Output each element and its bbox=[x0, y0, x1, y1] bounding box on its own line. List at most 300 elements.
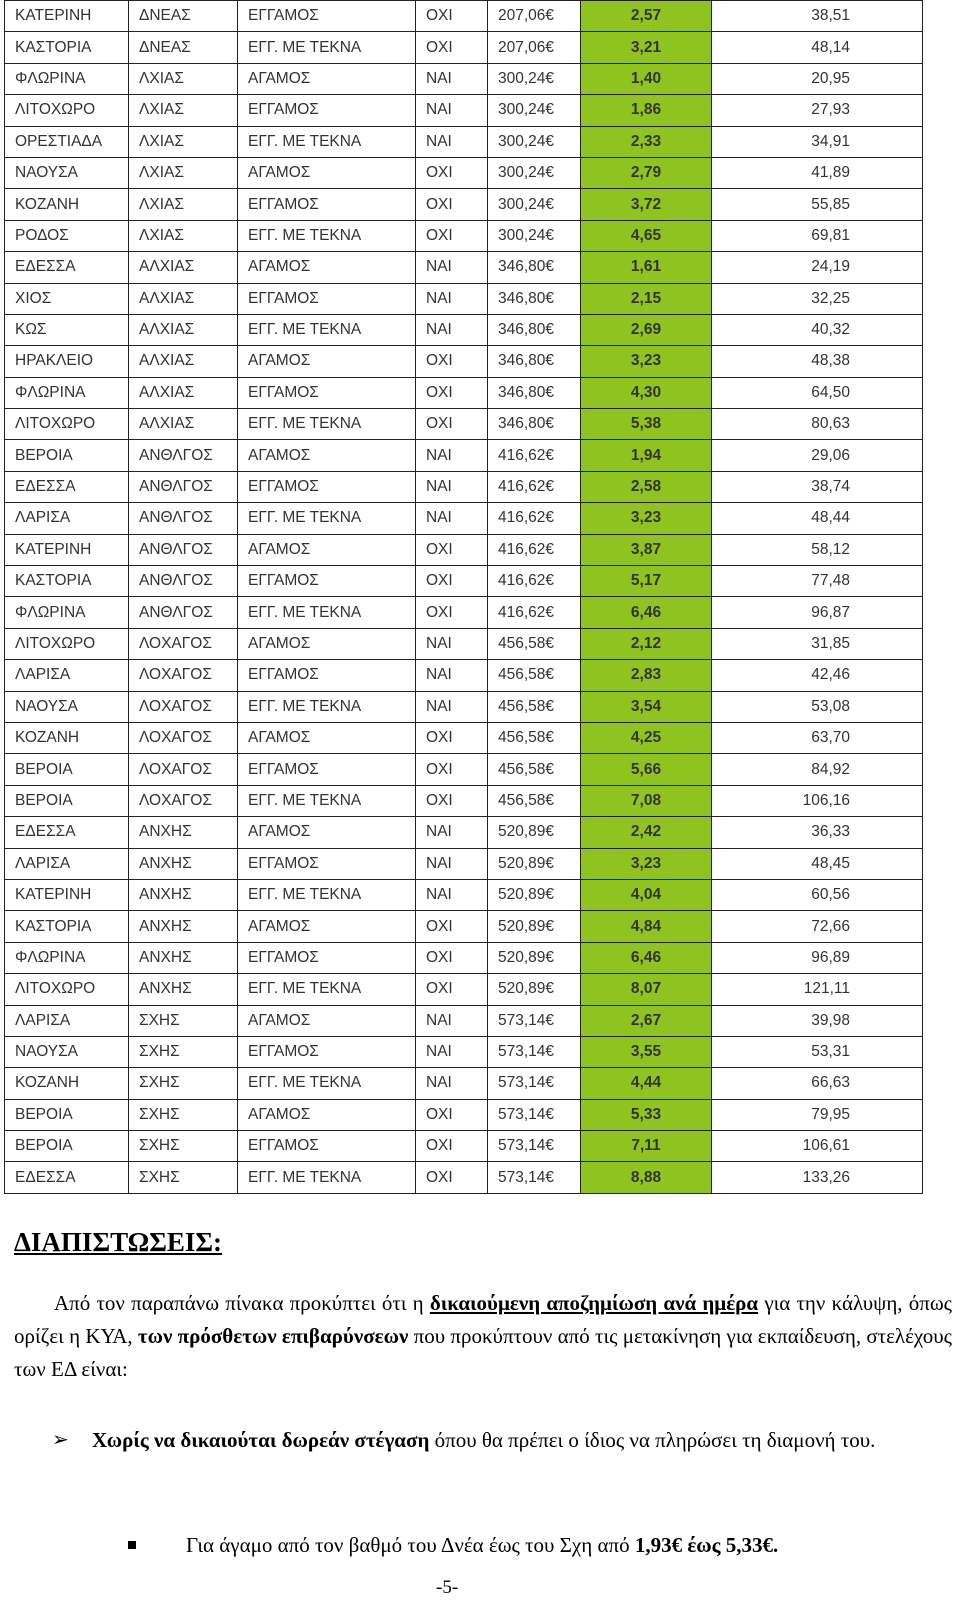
rank-cell: ΛΟΧΑΓΟΣ bbox=[129, 628, 238, 659]
status-cell: ΕΓΓ. ΜΕ ΤΕΚΝΑ bbox=[238, 32, 416, 63]
status-cell: ΑΓΑΜΟΣ bbox=[238, 534, 416, 565]
city-cell: ΚΑΤΕΡΙΝΗ bbox=[5, 1, 129, 32]
rank-cell: ΑΝΘΛΓΟΣ bbox=[129, 566, 238, 597]
salary-cell: 346,80€ bbox=[488, 346, 581, 377]
daily-amount-cell: 7,11 bbox=[581, 1131, 712, 1162]
table-row bbox=[5, 314, 923, 345]
total-cell: 48,45 bbox=[712, 848, 923, 879]
daily-amount-cell: 3,87 bbox=[581, 534, 712, 565]
salary-cell: 520,89€ bbox=[488, 911, 581, 942]
total-cell: 48,38 bbox=[712, 346, 923, 377]
table-row bbox=[5, 471, 923, 502]
city-cell: ΛΙΤΟΧΩΡΟ bbox=[5, 409, 129, 440]
city-cell: ΕΔΕΣΣΑ bbox=[5, 471, 129, 502]
housing-cell: ΝΑΙ bbox=[416, 879, 488, 910]
rank-cell: ΛΧΙΑΣ bbox=[129, 63, 238, 94]
table-row bbox=[5, 691, 923, 722]
table-row bbox=[5, 220, 923, 251]
salary-cell: 416,62€ bbox=[488, 534, 581, 565]
rank-cell: ΛΟΧΑΓΟΣ bbox=[129, 660, 238, 691]
total-cell: 133,26 bbox=[712, 1162, 923, 1193]
table-row bbox=[5, 503, 923, 534]
city-cell: ΝΑΟΥΣΑ bbox=[5, 1036, 129, 1067]
salary-cell: 520,89€ bbox=[488, 942, 581, 973]
rank-cell: ΛΟΧΑΓΟΣ bbox=[129, 722, 238, 753]
status-cell: ΕΓΓ. ΜΕ ΤΕΚΝΑ bbox=[238, 503, 416, 534]
housing-cell: ΟΧΙ bbox=[416, 346, 488, 377]
findings-heading: ΔΙΑΠΙΣΤΩΣΕΙΣ: bbox=[14, 1227, 223, 1257]
daily-amount-cell: 2,12 bbox=[581, 628, 712, 659]
salary-cell: 346,80€ bbox=[488, 283, 581, 314]
total-cell: 27,93 bbox=[712, 95, 923, 126]
daily-amount-cell: 2,58 bbox=[581, 471, 712, 502]
salary-cell: 300,24€ bbox=[488, 157, 581, 188]
bullet-1-rest: όπου θα πρέπει ο ίδιος να πληρώσει τη διαμονή του. bbox=[429, 1428, 876, 1452]
total-cell: 31,85 bbox=[712, 628, 923, 659]
housing-cell: ΟΧΙ bbox=[416, 942, 488, 973]
findings-paragraph bbox=[14, 1287, 952, 1386]
daily-amount-cell: 1,40 bbox=[581, 63, 712, 94]
daily-amount-cell: 3,23 bbox=[581, 848, 712, 879]
status-cell: ΕΓΓΑΜΟΣ bbox=[238, 189, 416, 220]
salary-cell: 416,62€ bbox=[488, 503, 581, 534]
housing-cell: ΝΑΙ bbox=[416, 126, 488, 157]
status-cell: ΕΓΓ. ΜΕ ΤΕΚΝΑ bbox=[238, 879, 416, 910]
total-cell: 29,06 bbox=[712, 440, 923, 471]
daily-amount-cell: 6,46 bbox=[581, 942, 712, 973]
rank-cell: ΛΧΙΑΣ bbox=[129, 126, 238, 157]
total-cell: 60,56 bbox=[712, 879, 923, 910]
bullet-1-bold: Χωρίς να δικαιούται δωρεάν στέγαση bbox=[92, 1428, 430, 1452]
housing-cell: ΟΧΙ bbox=[416, 785, 488, 816]
salary-cell: 573,14€ bbox=[488, 1068, 581, 1099]
status-cell: ΕΓΓΑΜΟΣ bbox=[238, 95, 416, 126]
daily-amount-cell: 4,04 bbox=[581, 879, 712, 910]
table-row bbox=[5, 1005, 923, 1036]
housing-cell: ΟΧΙ bbox=[416, 566, 488, 597]
daily-amount-cell: 5,17 bbox=[581, 566, 712, 597]
table-row bbox=[5, 63, 923, 94]
rank-cell: ΣΧΗΣ bbox=[129, 1162, 238, 1193]
salary-cell: 520,89€ bbox=[488, 879, 581, 910]
total-cell: 58,12 bbox=[712, 534, 923, 565]
housing-cell: ΝΑΙ bbox=[416, 1036, 488, 1067]
total-cell: 20,95 bbox=[712, 63, 923, 94]
table-row bbox=[5, 879, 923, 910]
housing-cell: ΝΑΙ bbox=[416, 660, 488, 691]
city-cell: ΚΩΣ bbox=[5, 314, 129, 345]
status-cell: ΑΓΑΜΟΣ bbox=[238, 817, 416, 848]
table-row bbox=[5, 754, 923, 785]
housing-cell: ΟΧΙ bbox=[416, 974, 488, 1005]
city-cell: ΚΟΖΑΝΗ bbox=[5, 1068, 129, 1099]
rank-cell: ΑΝΘΛΓΟΣ bbox=[129, 503, 238, 534]
rank-cell: ΑΝΧΗΣ bbox=[129, 974, 238, 1005]
city-cell: ΚΑΣΤΟΡΙΑ bbox=[5, 911, 129, 942]
daily-amount-cell: 4,44 bbox=[581, 1068, 712, 1099]
salary-cell: 416,62€ bbox=[488, 440, 581, 471]
total-cell: 84,92 bbox=[712, 754, 923, 785]
city-cell: ΧΙΟΣ bbox=[5, 283, 129, 314]
arrow-bullet-icon: ➢ bbox=[52, 1429, 69, 1451]
table-row bbox=[5, 377, 923, 408]
daily-amount-cell: 2,83 bbox=[581, 660, 712, 691]
rank-cell: ΑΝΧΗΣ bbox=[129, 879, 238, 910]
salary-cell: 573,14€ bbox=[488, 1162, 581, 1193]
total-cell: 34,91 bbox=[712, 126, 923, 157]
salary-cell: 456,58€ bbox=[488, 785, 581, 816]
housing-cell: ΝΑΙ bbox=[416, 252, 488, 283]
salary-cell: 300,24€ bbox=[488, 189, 581, 220]
status-cell: ΑΓΑΜΟΣ bbox=[238, 63, 416, 94]
total-cell: 79,95 bbox=[712, 1099, 923, 1130]
housing-cell: ΟΧΙ bbox=[416, 1099, 488, 1130]
status-cell: ΕΓΓΑΜΟΣ bbox=[238, 1036, 416, 1067]
housing-cell: ΟΧΙ bbox=[416, 409, 488, 440]
bullet-2-bold: 1,93€ έως 5,33€. bbox=[634, 1533, 779, 1557]
para-text-1: Από τον παραπάνω πίνακα προκύπτει ότι η bbox=[54, 1291, 430, 1315]
rank-cell: ΣΧΗΣ bbox=[129, 1068, 238, 1099]
table-row bbox=[5, 95, 923, 126]
total-cell: 77,48 bbox=[712, 566, 923, 597]
city-cell: ΒΕΡΟΙΑ bbox=[5, 440, 129, 471]
rank-cell: ΑΝΘΛΓΟΣ bbox=[129, 534, 238, 565]
total-cell: 55,85 bbox=[712, 189, 923, 220]
housing-cell: ΝΑΙ bbox=[416, 1068, 488, 1099]
daily-amount-cell: 4,25 bbox=[581, 722, 712, 753]
status-cell: ΑΓΑΜΟΣ bbox=[238, 440, 416, 471]
salary-cell: 456,58€ bbox=[488, 660, 581, 691]
salary-cell: 300,24€ bbox=[488, 220, 581, 251]
table-row bbox=[5, 1068, 923, 1099]
daily-amount-cell: 1,61 bbox=[581, 252, 712, 283]
rank-cell: ΛΟΧΑΓΟΣ bbox=[129, 754, 238, 785]
rank-cell: ΑΛΧΙΑΣ bbox=[129, 252, 238, 283]
total-cell: 39,98 bbox=[712, 1005, 923, 1036]
rank-cell: ΑΛΧΙΑΣ bbox=[129, 346, 238, 377]
daily-amount-cell: 2,79 bbox=[581, 157, 712, 188]
table-row bbox=[5, 817, 923, 848]
salary-cell: 207,06€ bbox=[488, 1, 581, 32]
city-cell: ΦΛΩΡΙΝΑ bbox=[5, 377, 129, 408]
total-cell: 48,14 bbox=[712, 32, 923, 63]
status-cell: ΕΓΓ. ΜΕ ΤΕΚΝΑ bbox=[238, 785, 416, 816]
rank-cell: ΑΝΘΛΓΟΣ bbox=[129, 471, 238, 502]
rank-cell: ΑΝΧΗΣ bbox=[129, 817, 238, 848]
city-cell: ΛΑΡΙΣΑ bbox=[5, 503, 129, 534]
bullet-1-text bbox=[92, 1424, 950, 1457]
city-cell: ΚΟΖΑΝΗ bbox=[5, 722, 129, 753]
total-cell: 42,46 bbox=[712, 660, 923, 691]
housing-cell: ΝΑΙ bbox=[416, 817, 488, 848]
salary-cell: 456,58€ bbox=[488, 628, 581, 659]
table-row bbox=[5, 1131, 923, 1162]
status-cell: ΕΓΓ. ΜΕ ΤΕΚΝΑ bbox=[238, 126, 416, 157]
table-row bbox=[5, 628, 923, 659]
total-cell: 53,31 bbox=[712, 1036, 923, 1067]
status-cell: ΕΓΓ. ΜΕ ΤΕΚΝΑ bbox=[238, 597, 416, 628]
status-cell: ΕΓΓ. ΜΕ ΤΕΚΝΑ bbox=[238, 409, 416, 440]
table-row bbox=[5, 660, 923, 691]
table-row bbox=[5, 252, 923, 283]
status-cell: ΕΓΓ. ΜΕ ΤΕΚΝΑ bbox=[238, 1068, 416, 1099]
salary-cell: 300,24€ bbox=[488, 95, 581, 126]
city-cell: ΚΟΖΑΝΗ bbox=[5, 189, 129, 220]
status-cell: ΕΓΓ. ΜΕ ΤΕΚΝΑ bbox=[238, 220, 416, 251]
housing-cell: ΟΧΙ bbox=[416, 189, 488, 220]
housing-cell: ΝΑΙ bbox=[416, 95, 488, 126]
status-cell: ΕΓΓ. ΜΕ ΤΕΚΝΑ bbox=[238, 691, 416, 722]
daily-amount-cell: 1,86 bbox=[581, 95, 712, 126]
daily-amount-cell: 4,65 bbox=[581, 220, 712, 251]
status-cell: ΕΓΓΑΜΟΣ bbox=[238, 377, 416, 408]
rank-cell: ΣΧΗΣ bbox=[129, 1099, 238, 1130]
daily-amount-cell: 3,23 bbox=[581, 503, 712, 534]
city-cell: ΛΙΤΟΧΩΡΟ bbox=[5, 628, 129, 659]
rank-cell: ΑΝΘΛΓΟΣ bbox=[129, 440, 238, 471]
status-cell: ΕΓΓΑΜΟΣ bbox=[238, 471, 416, 502]
salary-cell: 346,80€ bbox=[488, 377, 581, 408]
para-bold: των πρόσθετων επιβαρύνσεων bbox=[137, 1324, 409, 1348]
city-cell: ΒΕΡΟΙΑ bbox=[5, 1131, 129, 1162]
housing-cell: ΟΧΙ bbox=[416, 220, 488, 251]
housing-cell: ΟΧΙ bbox=[416, 32, 488, 63]
daily-amount-cell: 1,94 bbox=[581, 440, 712, 471]
table-row bbox=[5, 409, 923, 440]
table-row bbox=[5, 534, 923, 565]
housing-cell: ΟΧΙ bbox=[416, 1131, 488, 1162]
rank-cell: ΑΝΧΗΣ bbox=[129, 942, 238, 973]
status-cell: ΑΓΑΜΟΣ bbox=[238, 628, 416, 659]
para-text-2: για την κάλυψη, όπως ορίζει η ΚΥΑ, bbox=[14, 1291, 952, 1348]
status-cell: ΑΓΑΜΟΣ bbox=[238, 1005, 416, 1036]
rank-cell: ΛΟΧΑΓΟΣ bbox=[129, 785, 238, 816]
city-cell: ΛΙΤΟΧΩΡΟ bbox=[5, 974, 129, 1005]
para-bold-underline: δικαιούμενη αποζημίωση ανά ημέρα bbox=[429, 1291, 759, 1315]
total-cell: 32,25 bbox=[712, 283, 923, 314]
total-cell: 106,16 bbox=[712, 785, 923, 816]
salary-cell: 300,24€ bbox=[488, 63, 581, 94]
total-cell: 69,81 bbox=[712, 220, 923, 251]
table-row bbox=[5, 1099, 923, 1130]
housing-cell: ΝΑΙ bbox=[416, 283, 488, 314]
rank-cell: ΑΝΧΗΣ bbox=[129, 911, 238, 942]
salary-cell: 456,58€ bbox=[488, 754, 581, 785]
salary-cell: 416,62€ bbox=[488, 566, 581, 597]
total-cell: 66,63 bbox=[712, 1068, 923, 1099]
table-row bbox=[5, 32, 923, 63]
rank-cell: ΣΧΗΣ bbox=[129, 1005, 238, 1036]
housing-cell: ΟΧΙ bbox=[416, 911, 488, 942]
table-row bbox=[5, 597, 923, 628]
rank-cell: ΑΛΧΙΑΣ bbox=[129, 283, 238, 314]
salary-cell: 573,14€ bbox=[488, 1005, 581, 1036]
city-cell: ΦΛΩΡΙΝΑ bbox=[5, 942, 129, 973]
table-row bbox=[5, 722, 923, 753]
table-row bbox=[5, 440, 923, 471]
rank-cell: ΑΝΧΗΣ bbox=[129, 848, 238, 879]
total-cell: 24,19 bbox=[712, 252, 923, 283]
daily-amount-cell: 5,38 bbox=[581, 409, 712, 440]
total-cell: 80,63 bbox=[712, 409, 923, 440]
total-cell: 53,08 bbox=[712, 691, 923, 722]
city-cell: ΕΔΕΣΣΑ bbox=[5, 1162, 129, 1193]
daily-amount-cell: 5,66 bbox=[581, 754, 712, 785]
daily-amount-cell: 8,07 bbox=[581, 974, 712, 1005]
rank-cell: ΛΧΙΑΣ bbox=[129, 95, 238, 126]
status-cell: ΕΓΓΑΜΟΣ bbox=[238, 283, 416, 314]
salary-cell: 346,80€ bbox=[488, 409, 581, 440]
table-row bbox=[5, 346, 923, 377]
rank-cell: ΛΧΙΑΣ bbox=[129, 157, 238, 188]
status-cell: ΕΓΓΑΜΟΣ bbox=[238, 942, 416, 973]
city-cell: ΕΔΕΣΣΑ bbox=[5, 817, 129, 848]
daily-amount-cell: 3,54 bbox=[581, 691, 712, 722]
daily-amount-cell: 3,72 bbox=[581, 189, 712, 220]
table-row bbox=[5, 283, 923, 314]
table-row bbox=[5, 1, 923, 32]
status-cell: ΕΓΓ. ΜΕ ΤΕΚΝΑ bbox=[238, 1162, 416, 1193]
status-cell: ΑΓΑΜΟΣ bbox=[238, 722, 416, 753]
total-cell: 36,33 bbox=[712, 817, 923, 848]
rank-cell: ΛΧΙΑΣ bbox=[129, 189, 238, 220]
salary-cell: 346,80€ bbox=[488, 252, 581, 283]
city-cell: ΝΑΟΥΣΑ bbox=[5, 157, 129, 188]
daily-amount-cell: 3,23 bbox=[581, 346, 712, 377]
daily-amount-cell: 2,67 bbox=[581, 1005, 712, 1036]
table-row bbox=[5, 189, 923, 220]
para-text-3: που προκύπτουν από τις μετακίνηση για εκπαίδευση, στελέχους των ΕΔ είναι: bbox=[14, 1324, 952, 1381]
total-cell: 40,32 bbox=[712, 314, 923, 345]
city-cell: ΒΕΡΟΙΑ bbox=[5, 1099, 129, 1130]
total-cell: 38,51 bbox=[712, 1, 923, 32]
city-cell: ΡΟΔΟΣ bbox=[5, 220, 129, 251]
housing-cell: ΝΑΙ bbox=[416, 1005, 488, 1036]
housing-cell: ΝΑΙ bbox=[416, 691, 488, 722]
rank-cell: ΛΧΙΑΣ bbox=[129, 220, 238, 251]
status-cell: ΑΓΑΜΟΣ bbox=[238, 157, 416, 188]
salary-cell: 456,58€ bbox=[488, 722, 581, 753]
city-cell: ΒΕΡΟΙΑ bbox=[5, 754, 129, 785]
daily-amount-cell: 2,33 bbox=[581, 126, 712, 157]
status-cell: ΕΓΓΑΜΟΣ bbox=[238, 1, 416, 32]
city-cell: ΦΛΩΡΙΝΑ bbox=[5, 63, 129, 94]
table-row bbox=[5, 1162, 923, 1193]
city-cell: ΚΑΣΤΟΡΙΑ bbox=[5, 32, 129, 63]
daily-amount-cell: 7,08 bbox=[581, 785, 712, 816]
table-row bbox=[5, 974, 923, 1005]
salary-cell: 573,14€ bbox=[488, 1036, 581, 1067]
housing-cell: ΟΧΙ bbox=[416, 597, 488, 628]
allowance-table bbox=[4, 0, 923, 1194]
salary-cell: 456,58€ bbox=[488, 691, 581, 722]
housing-cell: ΟΧΙ bbox=[416, 157, 488, 188]
status-cell: ΕΓΓ. ΜΕ ΤΕΚΝΑ bbox=[238, 314, 416, 345]
status-cell: ΕΓΓΑΜΟΣ bbox=[238, 660, 416, 691]
city-cell: ΛΑΡΙΣΑ bbox=[5, 1005, 129, 1036]
table-row bbox=[5, 126, 923, 157]
city-cell: ΛΙΤΟΧΩΡΟ bbox=[5, 95, 129, 126]
salary-cell: 346,80€ bbox=[488, 314, 581, 345]
rank-cell: ΑΝΘΛΓΟΣ bbox=[129, 597, 238, 628]
daily-amount-cell: 4,84 bbox=[581, 911, 712, 942]
rank-cell: ΣΧΗΣ bbox=[129, 1131, 238, 1162]
housing-cell: ΟΧΙ bbox=[416, 1, 488, 32]
table-row bbox=[5, 157, 923, 188]
table-row bbox=[5, 566, 923, 597]
total-cell: 106,61 bbox=[712, 1131, 923, 1162]
city-cell: ΚΑΣΤΟΡΙΑ bbox=[5, 566, 129, 597]
salary-cell: 416,62€ bbox=[488, 471, 581, 502]
housing-cell: ΝΑΙ bbox=[416, 314, 488, 345]
salary-cell: 573,14€ bbox=[488, 1131, 581, 1162]
rank-cell: ΑΛΧΙΑΣ bbox=[129, 377, 238, 408]
bullet-unmarried bbox=[128, 1529, 948, 1562]
table-row bbox=[5, 942, 923, 973]
table-row bbox=[5, 911, 923, 942]
table-row bbox=[5, 848, 923, 879]
daily-amount-cell: 4,30 bbox=[581, 377, 712, 408]
rank-cell: ΑΛΧΙΑΣ bbox=[129, 409, 238, 440]
total-cell: 96,87 bbox=[712, 597, 923, 628]
city-cell: ΚΑΤΕΡΙΝΗ bbox=[5, 879, 129, 910]
salary-cell: 207,06€ bbox=[488, 32, 581, 63]
housing-cell: ΝΑΙ bbox=[416, 628, 488, 659]
total-cell: 38,74 bbox=[712, 471, 923, 502]
bullet-2-rest: Για άγαμο από τον βαθμό του Δνέα έως του Σχη από bbox=[186, 1533, 635, 1557]
city-cell: ΚΑΤΕΡΙΝΗ bbox=[5, 534, 129, 565]
bullet-2-text bbox=[186, 1529, 948, 1562]
total-cell: 63,70 bbox=[712, 722, 923, 753]
city-cell: ΟΡΕΣΤΙΑΔΑ bbox=[5, 126, 129, 157]
city-cell: ΒΕΡΟΙΑ bbox=[5, 785, 129, 816]
status-cell: ΑΓΑΜΟΣ bbox=[238, 346, 416, 377]
city-cell: ΝΑΟΥΣΑ bbox=[5, 691, 129, 722]
total-cell: 64,50 bbox=[712, 377, 923, 408]
total-cell: 121,11 bbox=[712, 974, 923, 1005]
total-cell: 72,66 bbox=[712, 911, 923, 942]
status-cell: ΕΓΓ. ΜΕ ΤΕΚΝΑ bbox=[238, 974, 416, 1005]
salary-cell: 520,89€ bbox=[488, 848, 581, 879]
housing-cell: ΟΧΙ bbox=[416, 377, 488, 408]
daily-amount-cell: 3,21 bbox=[581, 32, 712, 63]
page-number: -5- bbox=[436, 1577, 459, 1598]
city-cell: ΛΑΡΙΣΑ bbox=[5, 848, 129, 879]
status-cell: ΑΓΑΜΟΣ bbox=[238, 1099, 416, 1130]
housing-cell: ΝΑΙ bbox=[416, 440, 488, 471]
total-cell: 41,89 bbox=[712, 157, 923, 188]
daily-amount-cell: 5,33 bbox=[581, 1099, 712, 1130]
salary-cell: 300,24€ bbox=[488, 126, 581, 157]
housing-cell: ΝΑΙ bbox=[416, 503, 488, 534]
status-cell: ΑΓΑΜΟΣ bbox=[238, 911, 416, 942]
square-bullet-icon bbox=[128, 1541, 136, 1549]
daily-amount-cell: 3,55 bbox=[581, 1036, 712, 1067]
salary-cell: 520,89€ bbox=[488, 817, 581, 848]
housing-cell: ΟΧΙ bbox=[416, 1162, 488, 1193]
housing-cell: ΝΑΙ bbox=[416, 63, 488, 94]
daily-amount-cell: 2,42 bbox=[581, 817, 712, 848]
total-cell: 48,44 bbox=[712, 503, 923, 534]
housing-cell: ΝΑΙ bbox=[416, 471, 488, 502]
city-cell: ΗΡΑΚΛΕΙΟ bbox=[5, 346, 129, 377]
daily-amount-cell: 6,46 bbox=[581, 597, 712, 628]
table-row bbox=[5, 785, 923, 816]
total-cell: 96,89 bbox=[712, 942, 923, 973]
housing-cell: ΟΧΙ bbox=[416, 722, 488, 753]
status-cell: ΑΓΑΜΟΣ bbox=[238, 252, 416, 283]
rank-cell: ΔΝΕΑΣ bbox=[129, 32, 238, 63]
